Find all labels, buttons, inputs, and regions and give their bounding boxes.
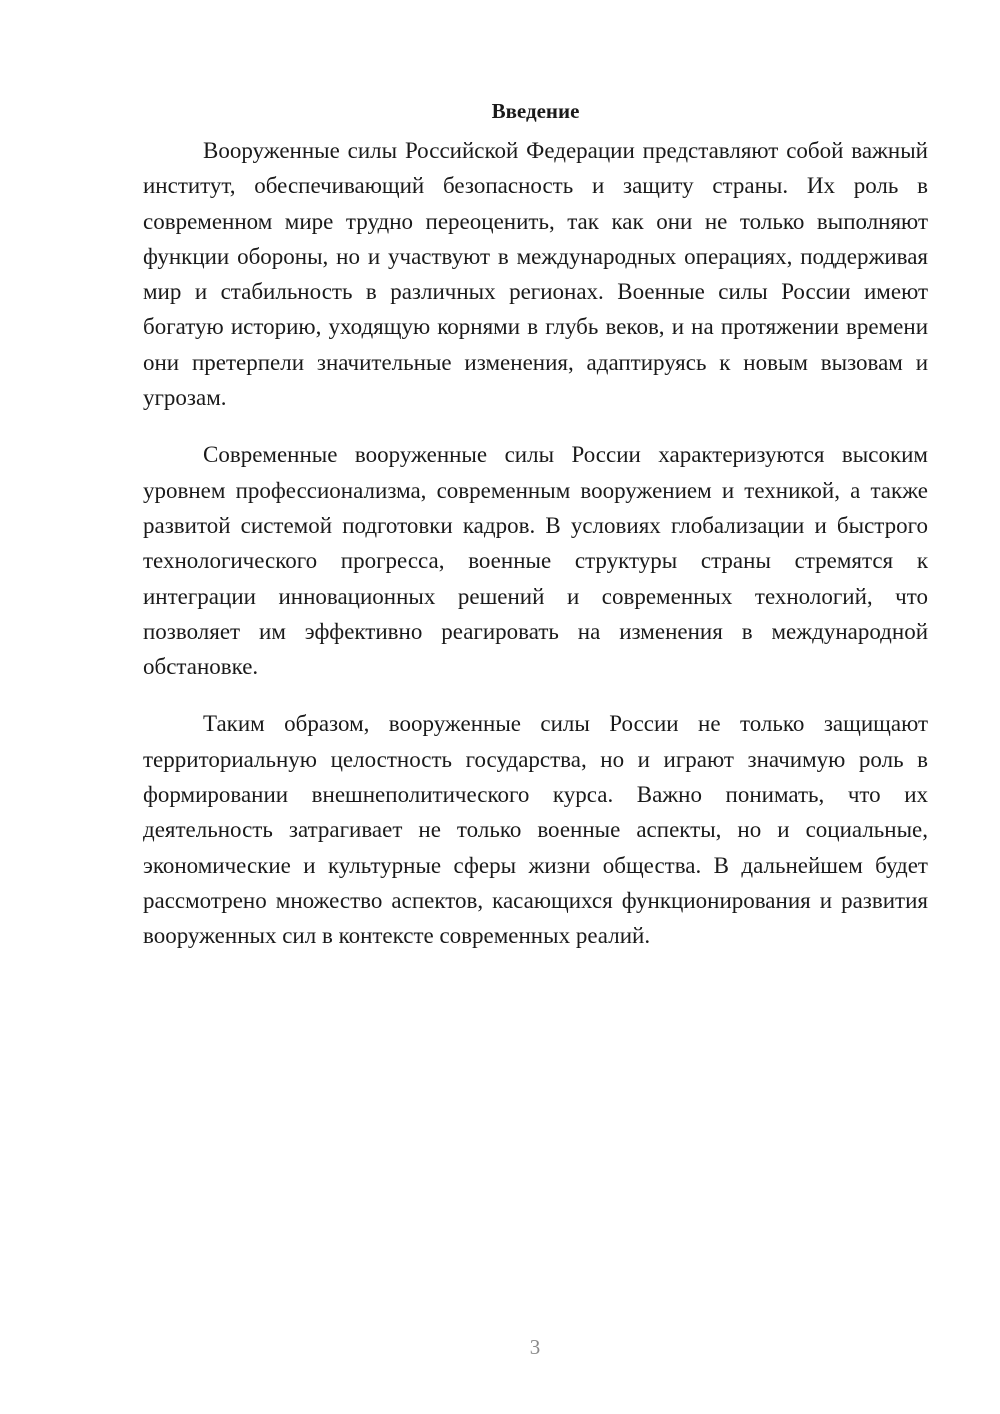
paragraph-1: Вооруженные силы Российской Федерации представляют собой важный институт, обеспечивающий безопасность и защиту страны. Их роль в современном мире трудно переоценить, так как они не только выполняют функции обороны, но и участвуют в международных операциях, поддерживая мир и стабильность в различных регионах. Военные силы России имеют богатую историю, уходящую корнями в глубь веков, и на протяжении времени они претерпели значительные изменения, адаптируясь к новым вызовам и угрозам. xyxy=(143,138,928,411)
paragraph-3: Таким образом, вооруженные силы России не только защищают территориальную целостность государства, но и играют значимую роль в формировании внешнеполитического курса. Важно понимать, что их деятельность затрагивает не только военные аспекты, но и социальные, экономические и культурные сферы жизни общества. В дальнейшем будет рассмотрено множество аспектов, касающихся функционирования и развития вооруженных сил в контексте современных реалий. xyxy=(143,711,928,949)
paragraph-2: Современные вооруженные силы России характеризуются высоким уровнем профессионализма, современным вооружением и техникой, а также развитой системой подготовки кадров. В условиях глобализации и быстрого технологического прогресса, военные структуры страны стремятся к интеграции инновационных решений и современных технологий, что позволяет им эффективно реагировать на изменения в международной обстановке. xyxy=(143,442,928,680)
page-number: 3 xyxy=(529,1335,541,1359)
section-title: Введение xyxy=(491,99,580,123)
page-content xyxy=(143,94,928,976)
